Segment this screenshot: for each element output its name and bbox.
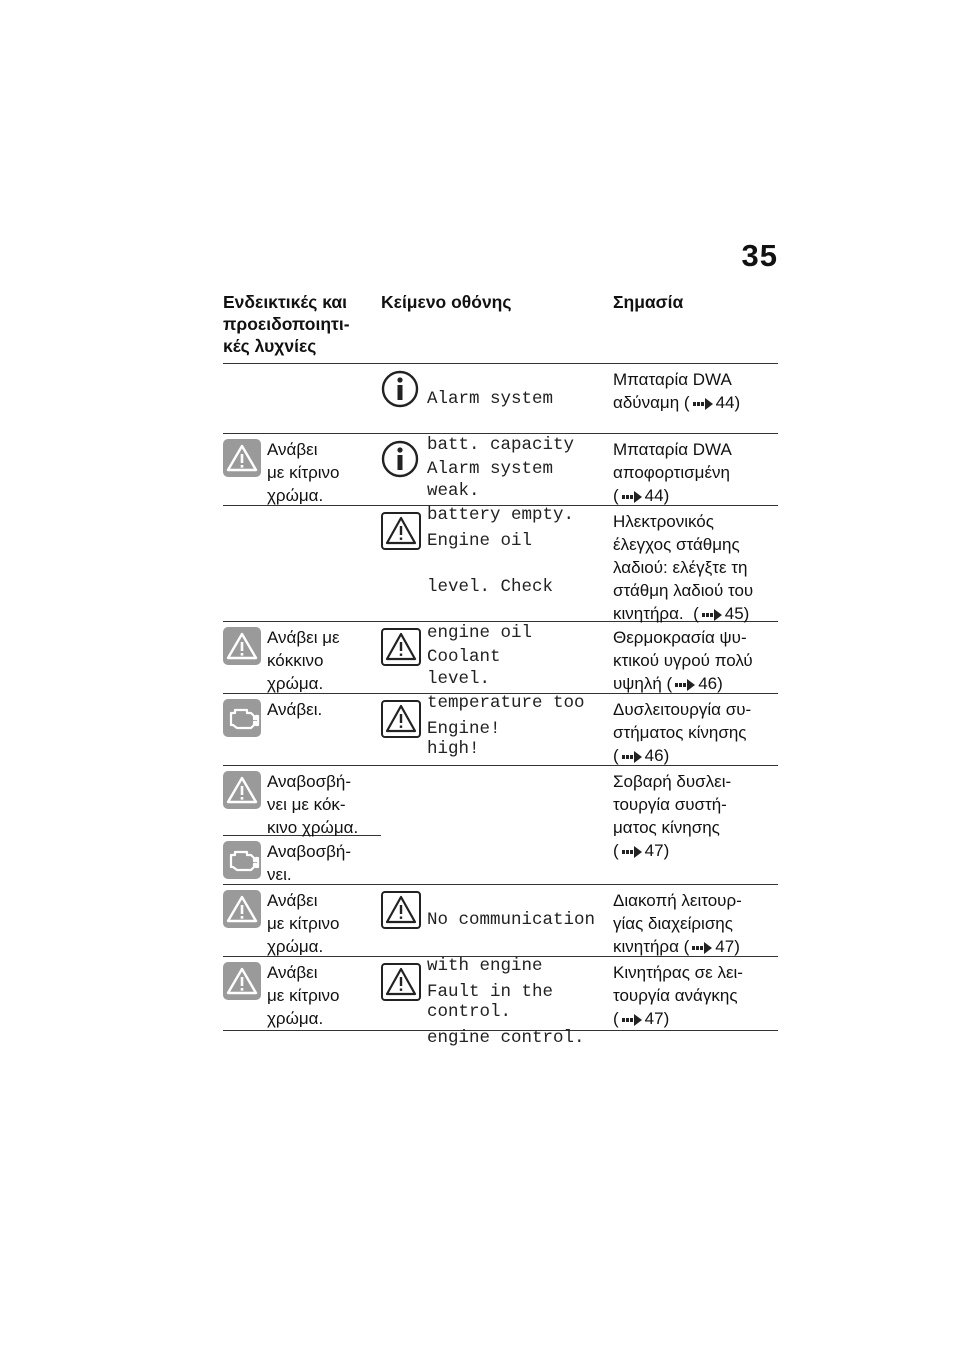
meaning-cell: Δυσλειτουργία συ- στήματος κίνησης ( 46)	[613, 700, 752, 765]
page-reference-arrow-icon	[675, 679, 695, 691]
page-reference-link[interactable]: 44)	[644, 486, 670, 505]
page-reference-link[interactable]: 45)	[724, 604, 750, 623]
indicator-cell: Ανάβει με κίτρινο χρώμα.	[223, 957, 381, 1030]
display-cell: Engine oil level. Check engine oil level.	[381, 506, 613, 621]
warning-triangle-icon	[223, 627, 261, 665]
table-row	[223, 957, 778, 1048]
header-display-text: Κείμενο οθόνης	[381, 292, 512, 312]
warning-triangle-icon	[381, 957, 427, 1030]
warning-triangle-icon	[381, 885, 427, 956]
meaning-cell: Κινητήρας σε λει- τουργία ανάγκης ( 47)	[613, 963, 743, 1028]
indicator-cell: Ανάβει με κόκκινο χρώμα.	[223, 622, 381, 693]
info-icon	[381, 434, 427, 505]
indicator-cell: Αναβοσβή- νει.	[223, 836, 381, 883]
engine-icon	[223, 841, 261, 879]
meaning-cell: Θερμοκρασία ψυ- κτικού υγρού πολύ υψηλή ( 46)	[613, 628, 753, 693]
page-number: 35	[741, 238, 778, 273]
page-reference-arrow-icon	[622, 846, 642, 858]
engine-icon	[223, 699, 261, 737]
warning-triangle-icon	[223, 962, 261, 1000]
display-cell: Alarm system batt. capacity weak.	[381, 364, 613, 433]
table-row	[223, 766, 381, 836]
meaning-cell: Διακοπή λειτουρ- γίας διαχείρισης κινητήρα ( 47)	[613, 891, 742, 956]
info-icon	[381, 364, 427, 433]
page-reference-arrow-icon	[693, 398, 713, 410]
page-reference-arrow-icon	[692, 942, 712, 954]
header-indicators: Ενδεικτικές και προειδοποιητι- κές λυχνίες	[223, 292, 350, 356]
warning-triangle-icon	[381, 622, 427, 693]
display-cell: Engine!	[381, 694, 613, 765]
page-reference-link[interactable]: 46)	[644, 746, 670, 765]
meaning-cell: Μπαταρία DWA αδύναμη ( 44)	[613, 370, 741, 412]
indicator-cell: Ανάβει.	[223, 694, 381, 765]
table-header	[223, 291, 778, 364]
indicator-cell	[223, 506, 381, 621]
table-row	[223, 434, 778, 525]
page-reference-arrow-icon	[622, 1014, 642, 1026]
page-reference-arrow-icon	[622, 491, 642, 503]
indicator-cell	[223, 364, 381, 433]
header-meaning: Σημασία	[613, 292, 684, 312]
table-row	[223, 836, 381, 883]
page-reference-link[interactable]: 47)	[644, 1009, 670, 1028]
indicator-table	[223, 291, 778, 1048]
page-reference-arrow-icon	[622, 751, 642, 763]
display-cell: Alarm system battery empty.	[381, 434, 613, 505]
indicator-cell: Ανάβει με κίτρινο χρώμα.	[223, 434, 381, 505]
warning-triangle-icon	[381, 506, 427, 621]
meaning-cell: Μπαταρία DWA αποφορτισμένη ( 44)	[613, 440, 732, 505]
meaning-cell: Ηλεκτρονικός έλεγχος στάθμης λαδιού: ελέγξτε τη στάθμη λαδιού του κινητήρα. ( 45)	[613, 512, 754, 623]
display-cell: Fault in the engine control.	[381, 957, 613, 1030]
page-reference-arrow-icon	[702, 609, 722, 621]
meaning-cell: Σοβαρή δυσλει- τουργία συστή- ματος κίνησης ( 47)	[613, 772, 732, 860]
page-reference-link[interactable]: 47)	[644, 841, 670, 860]
page-reference-link[interactable]: 44)	[715, 393, 741, 412]
warning-triangle-icon	[223, 771, 261, 809]
page-reference-link[interactable]: 47)	[715, 937, 740, 956]
display-cell: No communication with engine control.	[381, 885, 613, 956]
page-reference-link[interactable]: 46)	[698, 674, 723, 693]
indicator-cell: Ανάβει με κίτρινο χρώμα.	[223, 885, 381, 956]
indicator-cell: Αναβοσβή- νει με κόκ- κινο χρώμα.	[223, 766, 381, 835]
warning-triangle-icon	[223, 890, 261, 928]
warning-triangle-icon	[381, 694, 427, 765]
table-row	[223, 694, 778, 766]
warning-triangle-icon	[223, 439, 261, 477]
merged-row-group	[223, 766, 778, 885]
display-cell: Coolant temperature too high!	[381, 622, 613, 693]
